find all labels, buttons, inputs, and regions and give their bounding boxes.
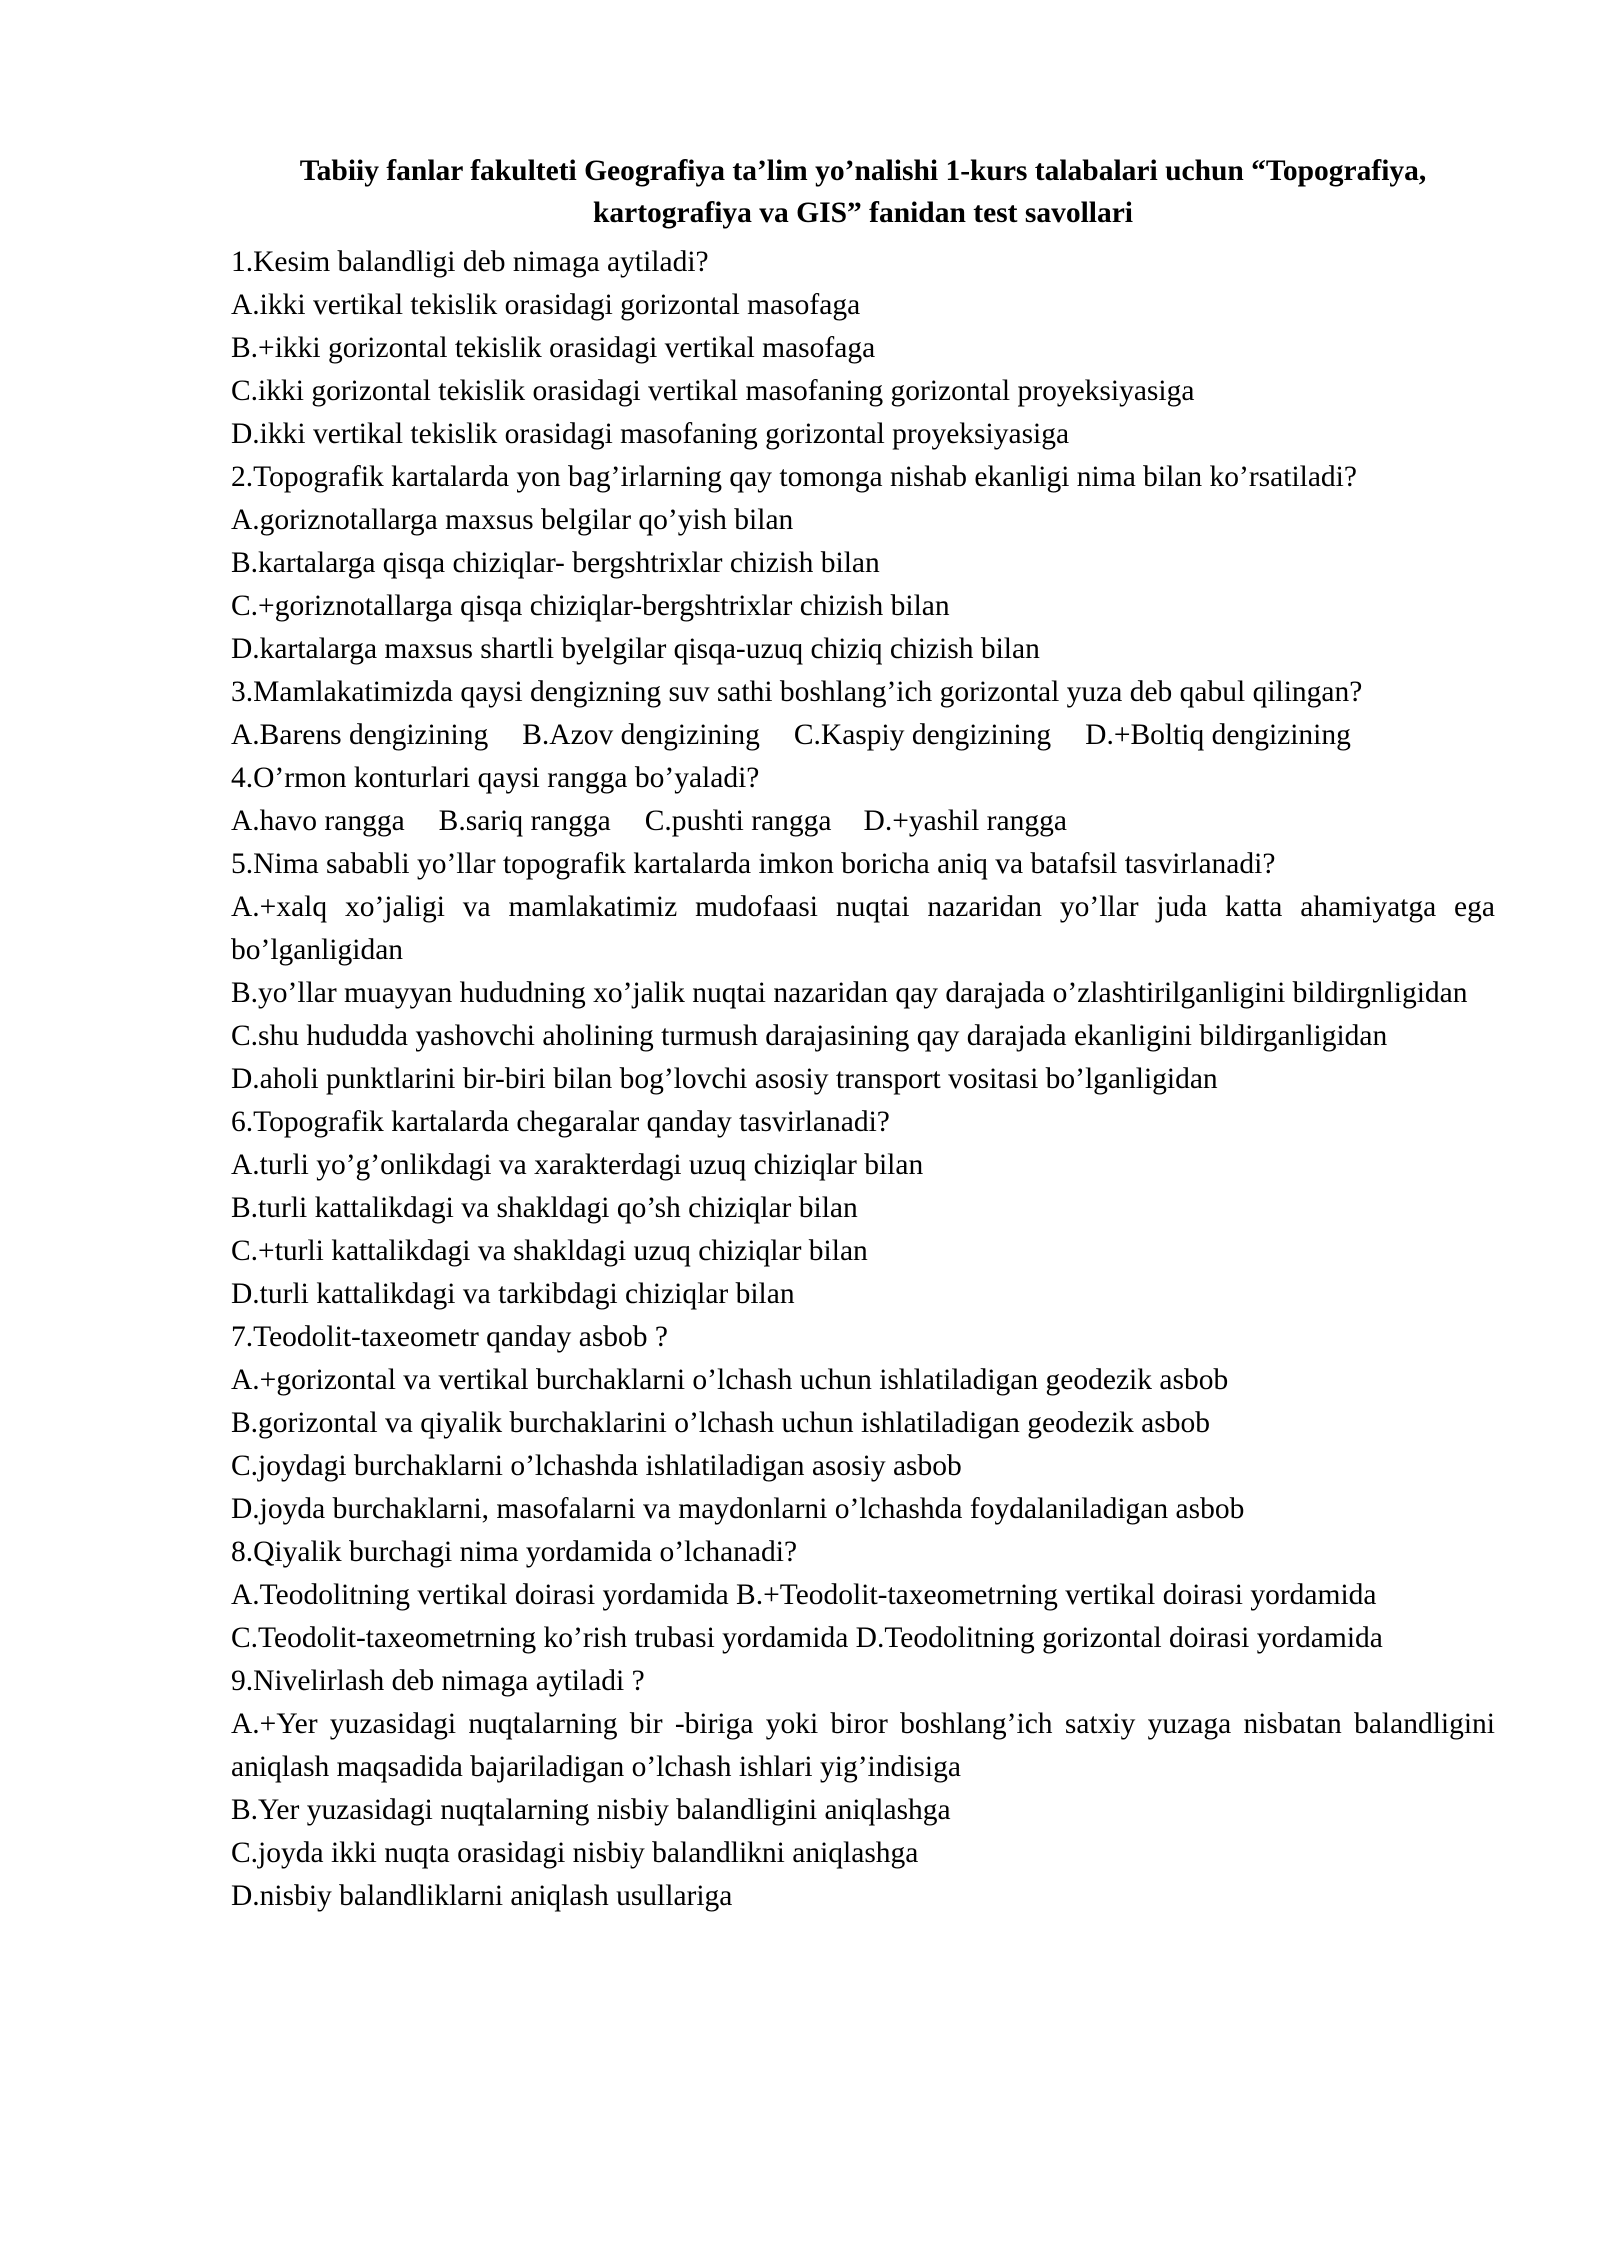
options-a-b: A.Teodolitning vertikal doirasi yordamida B.+Teodolit-taxeometrning vertikal doirasi yordamida <box>231 1579 1377 1611</box>
question-text: 4.O’rmon konturlari qaysi rangga bo’yaladi? <box>231 762 760 794</box>
option-a: A.goriznotallarga maxsus belgilar qo’yish bilan <box>231 504 794 536</box>
question-4 <box>231 757 1495 843</box>
option-c: C.shu hududda yashovchi aholining turmush darajasining qay darajada ekanligini bildirganligidan <box>231 1020 1388 1052</box>
options-c-d: C.Teodolit-taxeometrning ko’rish trubasi yordamida D.Teodolitning gorizontal doirasi yordamida <box>231 1622 1383 1654</box>
question-text: 9.Nivelirlash deb nimaga aytiladi ? <box>231 1665 645 1697</box>
option-a: A.ikki vertikal tekislik orasidagi gorizontal masofaga <box>231 289 861 321</box>
question-9 <box>231 1660 1495 1918</box>
options-row <box>231 800 1495 843</box>
option-c: C.+goriznotallarga qisqa chiziqlar-bergshtrixlar chizish bilan <box>231 590 950 622</box>
option-a: A.Barens dengizining <box>231 719 489 751</box>
question-text: 2.Topografik kartalarda yon bag’irlarning qay tomonga nishab ekanligi nima bilan ko’rsatiladi? <box>231 461 1357 493</box>
option-d: D.ikki vertikal tekislik orasidagi masofaning gorizontal proyeksiyasiga <box>231 418 1070 450</box>
question-text: 1.Kesim balandligi deb nimaga aytiladi? <box>231 246 709 278</box>
question-1 <box>231 241 1495 456</box>
option-b: B.kartalarga qisqa chiziqlar- bergshtrixlar chizish bilan <box>231 547 880 579</box>
option-c: C.+turli kattalikdagi va shakldagi uzuq chiziqlar bilan <box>231 1235 868 1267</box>
question-6 <box>231 1101 1495 1316</box>
option-b: B.Yer yuzasidagi nuqtalarning nisbiy balandligini aniqlashga <box>231 1794 951 1826</box>
title-line-2: kartografiya va GIS” fanidan test savollari <box>592 197 1134 229</box>
option-a: A.turli yo’g’onlikdagi va xarakterdagi uzuq chiziqlar bilan <box>231 1149 924 1181</box>
option-c: C.joydagi burchaklarni o’lchashda ishlatiladigan asosiy asbob <box>231 1450 962 1482</box>
question-text: 6.Topografik kartalarda chegaralar qanday tasvirlanadi? <box>231 1106 890 1138</box>
question-text: 8.Qiyalik burchagi nima yordamida o’lchanadi? <box>231 1536 798 1568</box>
question-text: 3.Mamlakatimizda qaysi dengizning suv sathi boshlang’ich gorizontal yuza deb qabul qilingan? <box>231 676 1363 708</box>
question-5 <box>231 843 1495 1101</box>
option-c: C.joyda ikki nuqta orasidagi nisbiy balandlikni aniqlashga <box>231 1837 919 1869</box>
title-line-1: Tabiiy fanlar fakulteti Geografiya ta’lim yo’nalishi 1-kurs talabalari uchun “Topografiya, <box>299 155 1427 187</box>
document-title <box>231 150 1495 234</box>
question-text: 5.Nima sababli yo’llar topografik kartalarda imkon boricha aniq va batafsil tasvirlanadi? <box>231 848 1276 880</box>
option-b: B.gorizontal va qiyalik burchaklarini o’lchash uchun ishlatiladigan geodezik asbob <box>231 1407 1210 1439</box>
option-d: D.joyda burchaklarni, masofalarni va maydonlarni o’lchashda foydalaniladigan asbob <box>231 1493 1245 1525</box>
document-page <box>231 150 1495 1918</box>
option-b: B.turli kattalikdagi va shakldagi qo’sh chiziqlar bilan <box>231 1192 858 1224</box>
option-b: B.sariq rangga <box>438 805 611 837</box>
option-a: A.+gorizontal va vertikal burchaklarni o’lchash uchun ishlatiladigan geodezik asbob <box>231 1364 1229 1396</box>
option-a: A.havo rangga <box>231 805 405 837</box>
option-d: D.aholi punktlarini bir-biri bilan bog’lovchi asosiy transport vositasi bo’lganligidan <box>231 1063 1218 1095</box>
option-d: D.kartalarga maxsus shartli byelgilar qisqa-uzuq chiziq chizish bilan <box>231 633 1040 665</box>
option-b: B.+ikki gorizontal tekislik orasidagi vertikal masofaga <box>231 332 876 364</box>
question-text: 7.Teodolit-taxeometr qanday asbob ? <box>231 1321 669 1353</box>
option-b: B.yo’llar muayyan hududning xo’jalik nuqtai nazaridan qay darajada o’zlashtirilganligini bildirgnligidan <box>231 977 1468 1009</box>
question-8 <box>231 1531 1495 1660</box>
option-d: D.+Boltiq dengizining <box>1085 719 1351 751</box>
option-a: A.+Yer yuzasidagi nuqtalarning bir -biriga yoki biror boshlang’ich satxiy yuzaga nisbatan balandligini aniqlash maqsadida bajariladigan o’lchash ishlari yig’indisiga <box>231 1708 1495 1783</box>
option-d: D.+yashil rangga <box>863 805 1067 837</box>
option-a: A.+xalq xo’jaligi va mamlakatimiz mudofaasi nuqtai nazaridan yo’llar juda katta ahamiyatga ega bo’lganligidan <box>231 891 1495 966</box>
option-d: D.nisbiy balandliklarni aniqlash usullariga <box>231 1880 733 1912</box>
options-row <box>231 714 1495 757</box>
option-c: C.pushti rangga <box>644 805 832 837</box>
option-d: D.turli kattalikdagi va tarkibdagi chiziqlar bilan <box>231 1278 795 1310</box>
option-c: C.Kaspiy dengizining <box>793 719 1052 751</box>
option-b: B.Azov dengizining <box>522 719 760 751</box>
question-3 <box>231 671 1495 757</box>
question-2 <box>231 456 1495 671</box>
question-7 <box>231 1316 1495 1531</box>
option-c: C.ikki gorizontal tekislik orasidagi vertikal masofaning gorizontal proyeksiyasiga <box>231 375 1195 407</box>
